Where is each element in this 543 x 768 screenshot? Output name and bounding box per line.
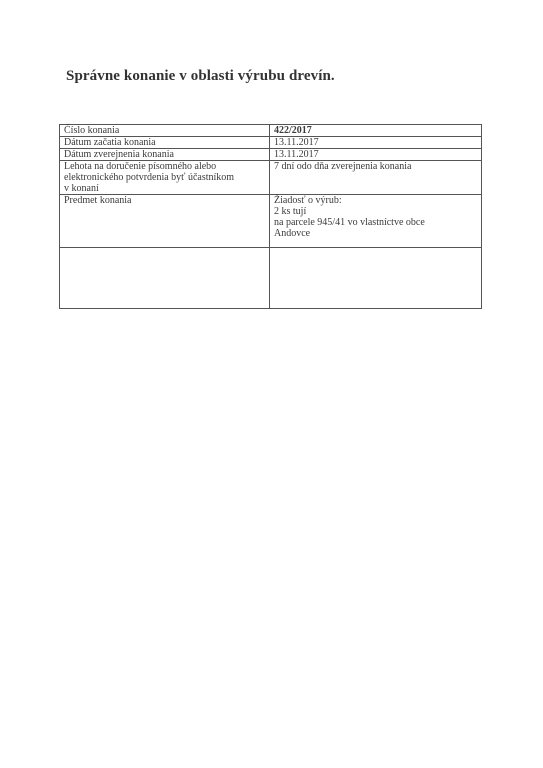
deadline-label-line: Lehota na doručenie písomného alebo bbox=[64, 161, 217, 172]
empty-cell-left bbox=[60, 248, 270, 309]
table-row-deadline bbox=[60, 161, 482, 195]
subject-label: Predmet konania bbox=[60, 195, 270, 248]
start-date-label: Dátum začatia konania bbox=[60, 137, 270, 149]
publication-date-value: 13.11.2017 bbox=[270, 149, 482, 161]
subject-value-line: Andovce bbox=[274, 228, 311, 239]
start-date-value: 13.11.2017 bbox=[270, 137, 482, 149]
subject-value-line: Žiadosť o výrub: bbox=[274, 195, 342, 206]
table-row-empty bbox=[60, 248, 482, 309]
document-title: Správne konanie v oblasti výrubu drevín. bbox=[66, 68, 335, 84]
empty-cell-right bbox=[270, 248, 482, 309]
subject-value bbox=[270, 195, 482, 248]
deadline-label bbox=[60, 161, 270, 195]
deadline-value: 7 dní odo dňa zverejnenia konania bbox=[270, 161, 482, 195]
case-number-value: 422/2017 bbox=[270, 125, 482, 137]
table-row-start-date bbox=[60, 137, 482, 149]
table-row-subject bbox=[60, 195, 482, 248]
publication-date-label: Dátum zverejnenia konania bbox=[60, 149, 270, 161]
subject-value-line: na parcele 945/41 vo vlastníctve obce bbox=[274, 217, 425, 228]
deadline-label-line: elektronického potvrdenia byť účastníkom bbox=[64, 172, 235, 183]
subject-value-line: 2 ks tují bbox=[274, 206, 307, 217]
deadline-label-line: v konaní bbox=[64, 183, 99, 194]
case-number-label: Číslo konania bbox=[60, 125, 270, 137]
table-row-publication-date bbox=[60, 149, 482, 161]
table-row-case-number bbox=[60, 125, 482, 137]
proceeding-info-table bbox=[59, 124, 482, 309]
